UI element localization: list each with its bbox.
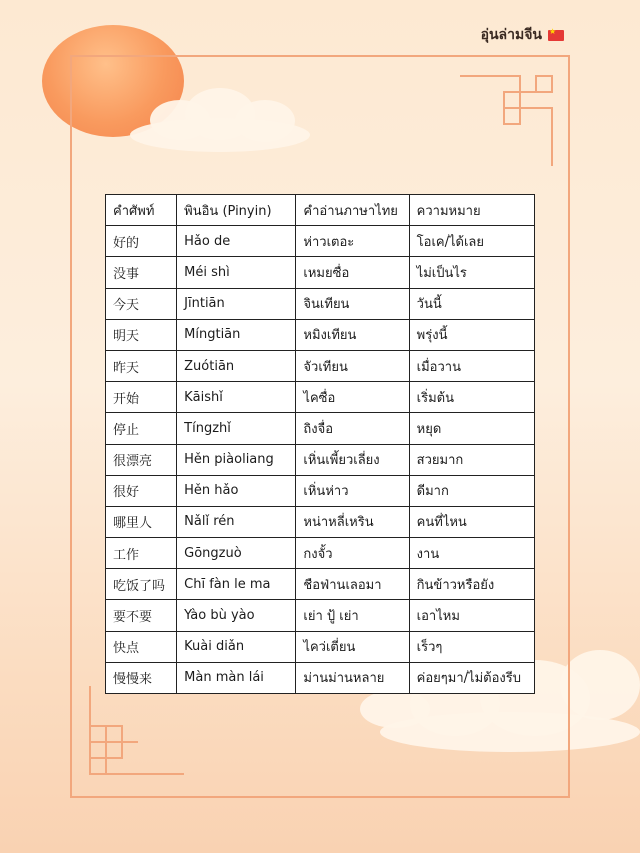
cell-word: 好的 xyxy=(106,226,177,257)
knot-ornament-bottom-left xyxy=(84,686,184,782)
cell-word: 快点 xyxy=(106,631,177,662)
table-row xyxy=(106,413,535,444)
header-thai-reading: คำอ่านภาษาไทย xyxy=(296,195,409,226)
header-word: คำศัพท์ xyxy=(106,195,177,226)
header-pinyin xyxy=(177,195,296,226)
cell-word: 哪里人 xyxy=(106,506,177,537)
cell-pinyin: Gōngzuò xyxy=(177,538,296,569)
table-header-row xyxy=(106,195,535,226)
cell-meaning: ไม่เป็นไร xyxy=(409,257,534,288)
vocabulary-table xyxy=(105,194,535,694)
brand-label xyxy=(481,24,564,46)
table-row xyxy=(106,569,535,600)
cell-word: 工作 xyxy=(106,538,177,569)
cell-pinyin: Tíngzhǐ xyxy=(177,413,296,444)
cell-meaning: กินข้าวหรือยัง xyxy=(409,569,534,600)
cell-pinyin: Méi shì xyxy=(177,257,296,288)
cell-thai-reading: หน่าหลี่เหริน xyxy=(296,506,409,537)
cell-thai-reading: เหิ่นห่าว xyxy=(296,475,409,506)
cell-meaning: ค่อยๆมา/ไม่ต้องรีบ xyxy=(409,662,534,693)
cell-pinyin: Kuài diǎn xyxy=(177,631,296,662)
cell-thai-reading: ม่านม่านหลาย xyxy=(296,662,409,693)
cell-meaning: สวยมาก xyxy=(409,444,534,475)
cell-meaning: เอาไหม xyxy=(409,600,534,631)
cell-pinyin: Kāishǐ xyxy=(177,382,296,413)
cell-word: 很好 xyxy=(106,475,177,506)
table-row xyxy=(106,257,535,288)
cell-word: 停止 xyxy=(106,413,177,444)
cell-pinyin: Hěn hǎo xyxy=(177,475,296,506)
brand-name: อุ่นล่ามจีน xyxy=(480,27,542,43)
table-row xyxy=(106,662,535,693)
table-row xyxy=(106,350,535,381)
cell-pinyin: Nǎlǐ rén xyxy=(177,506,296,537)
cell-meaning: งาน xyxy=(409,538,534,569)
table-row xyxy=(106,631,535,662)
cell-pinyin: Jīntiān xyxy=(177,288,296,319)
cell-meaning: ดีมาก xyxy=(409,475,534,506)
cell-thai-reading: เหิ่นเพี้ยวเลี่ยง xyxy=(296,444,409,475)
cell-thai-reading: จินเทียน xyxy=(296,288,409,319)
cell-thai-reading: ห่าวเตอะ xyxy=(296,226,409,257)
cell-pinyin: Yào bù yào xyxy=(177,600,296,631)
cell-word: 没事 xyxy=(106,257,177,288)
table-row xyxy=(106,226,535,257)
cell-word: 今天 xyxy=(106,288,177,319)
table-row xyxy=(106,288,535,319)
cell-word: 要不要 xyxy=(106,600,177,631)
cell-thai-reading: ไคซื่อ xyxy=(296,382,409,413)
table-row xyxy=(106,600,535,631)
cell-thai-reading: หมิงเทียน xyxy=(296,319,409,350)
cell-thai-reading: จัวเทียน xyxy=(296,350,409,381)
cell-thai-reading: เหมยซื่อ xyxy=(296,257,409,288)
cell-meaning: พรุ่งนี้ xyxy=(409,319,534,350)
cell-word: 慢慢来 xyxy=(106,662,177,693)
table-row xyxy=(106,444,535,475)
header-pinyin-label: พินอิน (Pinyin) xyxy=(184,203,272,219)
table-row xyxy=(106,382,535,413)
knot-ornament-top-right xyxy=(460,68,556,168)
cell-pinyin: Hěn piàoliang xyxy=(177,444,296,475)
cell-thai-reading: ไคว่เตี่ยน xyxy=(296,631,409,662)
cell-pinyin: Zuótiān xyxy=(177,350,296,381)
cell-pinyin: Chī fàn le ma xyxy=(177,569,296,600)
header-meaning: ความหมาย xyxy=(409,195,534,226)
cell-thai-reading: ชือฟ่านเลอมา xyxy=(296,569,409,600)
cell-meaning: คนที่ไหน xyxy=(409,506,534,537)
cell-meaning: เร็วๆ xyxy=(409,631,534,662)
cell-thai-reading: ถิงจื่อ xyxy=(296,413,409,444)
cell-word: 明天 xyxy=(106,319,177,350)
cell-pinyin: Hǎo de xyxy=(177,226,296,257)
table-body xyxy=(106,226,535,694)
cell-pinyin: Míngtiān xyxy=(177,319,296,350)
table-row xyxy=(106,475,535,506)
cell-thai-reading: กงจั้ว xyxy=(296,538,409,569)
cell-word: 昨天 xyxy=(106,350,177,381)
cell-meaning: โอเค/ได้เลย xyxy=(409,226,534,257)
cell-meaning: เริ่มต้น xyxy=(409,382,534,413)
china-flag-icon xyxy=(548,30,564,41)
cell-meaning: วันนี้ xyxy=(409,288,534,319)
table-row xyxy=(106,319,535,350)
cell-meaning: หยุด xyxy=(409,413,534,444)
cell-meaning: เมื่อวาน xyxy=(409,350,534,381)
cell-thai-reading: เย่า ปู้ เย่า xyxy=(296,600,409,631)
cell-word: 很漂亮 xyxy=(106,444,177,475)
cell-pinyin: Màn màn lái xyxy=(177,662,296,693)
cell-word: 吃饭了吗 xyxy=(106,569,177,600)
table-row xyxy=(106,538,535,569)
table-row xyxy=(106,506,535,537)
cell-word: 开始 xyxy=(106,382,177,413)
